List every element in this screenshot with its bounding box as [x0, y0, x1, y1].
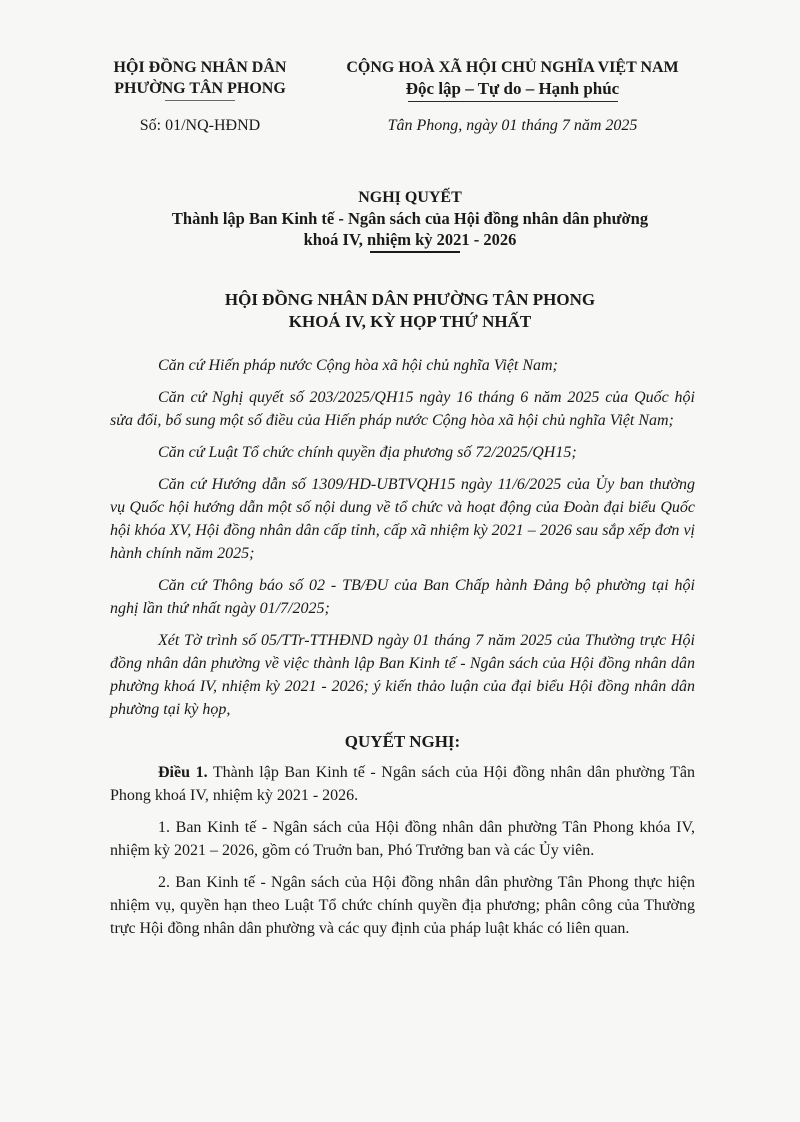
- document-title: [80, 187, 740, 253]
- article-1-label: Điều 1.: [158, 764, 208, 781]
- issuer-line-2: PHƯỜNG TÂN PHONG: [114, 80, 286, 97]
- article-1-text: Thành lập Ban Kinh tế - Ngân sách của Hội đồng nhân dân phường Tân Phong khoá IV, nhiệm kỳ 2021 - 2026.: [110, 764, 695, 804]
- place-date: Tân Phong, ngày 01 tháng 7 năm 2025: [387, 117, 638, 134]
- document-number: Số: 01/NQ-HĐND: [139, 117, 261, 134]
- preamble-item: Căn cứ Nghị quyết số 203/2025/QH15 ngày 16 tháng 6 năm 2025 của Quốc hội sửa đổi, bổ sung một số điều của Hiến pháp nước Cộng hòa xã hội chủ nghĩa Việt Nam;: [110, 389, 695, 429]
- issuer-underline: [165, 100, 235, 101]
- title-subject-line-1: Thành lập Ban Kinh tế - Ngân sách của Hội đồng nhân dân phường: [171, 209, 649, 228]
- document-type: NGHỊ QUYẾT: [358, 189, 462, 206]
- motto-underline: [408, 101, 618, 102]
- preamble-item: Căn cứ Thông báo số 02 - TB/ĐU của Ban Chấp hành Đảng bộ phường tại hội nghị lần thứ nhất ngày 01/7/2025;: [110, 577, 695, 617]
- issuer-block: [100, 57, 300, 101]
- council-heading: [80, 289, 740, 333]
- nation-name: CỘNG HOÀ XÃ HỘI CHỦ NGHĨA VIỆT NAM: [346, 59, 679, 76]
- preamble-item: Căn cứ Hướng dẫn số 1309/HD-UBTVQH15 ngày 11/6/2025 của Ủy ban thường vụ Quốc hội hướng dẫn một số nội dung về tổ chức và hoạt động của Đoàn đại biểu Quốc hội khóa XV, Hội đồng nhân dân cấp tỉnh, cấp xã nhiệm kỳ 2021 – 2026 sau sắp xếp đơn vị hành chính năm 2025;: [110, 476, 695, 562]
- document-body: [110, 354, 695, 949]
- preamble-item: Xét Tờ trình số 05/TTr-TTHĐND ngày 01 tháng 7 năm 2025 của Thường trực Hội đồng nhân dân phường về việc thành lập Ban Kinh tế - Ngân sách của Hội đồng nhân dân phường khoá IV, nhiệm kỳ 2021 - 2026; ý kiến thảo luận của đại biểu Hội đồng nhân dân phường tại kỳ họp,: [110, 632, 695, 718]
- national-motto: Độc lập – Tự do – Hạnh phúc: [405, 79, 620, 98]
- article-1: [110, 761, 695, 807]
- title-underline: [370, 251, 460, 253]
- council-line-1: HỘI ĐỒNG NHÂN DÂN PHƯỜNG TÂN PHONG: [224, 290, 596, 309]
- council-line-2: KHOÁ IV, KỲ HỌP THỨ NHẤT: [288, 312, 532, 331]
- article-clause: 2. Ban Kinh tế - Ngân sách của Hội đồng nhân dân phường Tân Phong thực hiện nhiệm vụ, quyền hạn theo Luật Tổ chức chính quyền địa phương; phân công của Thường trực Hội đồng nhân dân phường và các quy định của pháp luật khác có liên quan.: [110, 874, 695, 937]
- title-subject-line-2: khoá IV, nhiệm kỳ 2021 - 2026: [303, 230, 517, 249]
- preamble-item: Căn cứ Hiến pháp nước Cộng hòa xã hội chủ nghĩa Việt Nam;: [158, 357, 558, 374]
- national-heading: [305, 57, 720, 102]
- decision-heading: QUYẾT NGHỊ:: [344, 732, 461, 751]
- issuer-line-1: HỘI ĐỒNG NHÂN DÂN: [113, 59, 287, 76]
- preamble-item: Căn cứ Luật Tổ chức chính quyền địa phương số 72/2025/QH15;: [158, 444, 577, 461]
- article-clause: 1. Ban Kinh tế - Ngân sách của Hội đồng nhân dân phường Tân Phong khóa IV, nhiệm kỳ 2021 – 2026, gồm có Truởn ban, Phó Trưởng ban và các Ủy viên.: [110, 819, 695, 859]
